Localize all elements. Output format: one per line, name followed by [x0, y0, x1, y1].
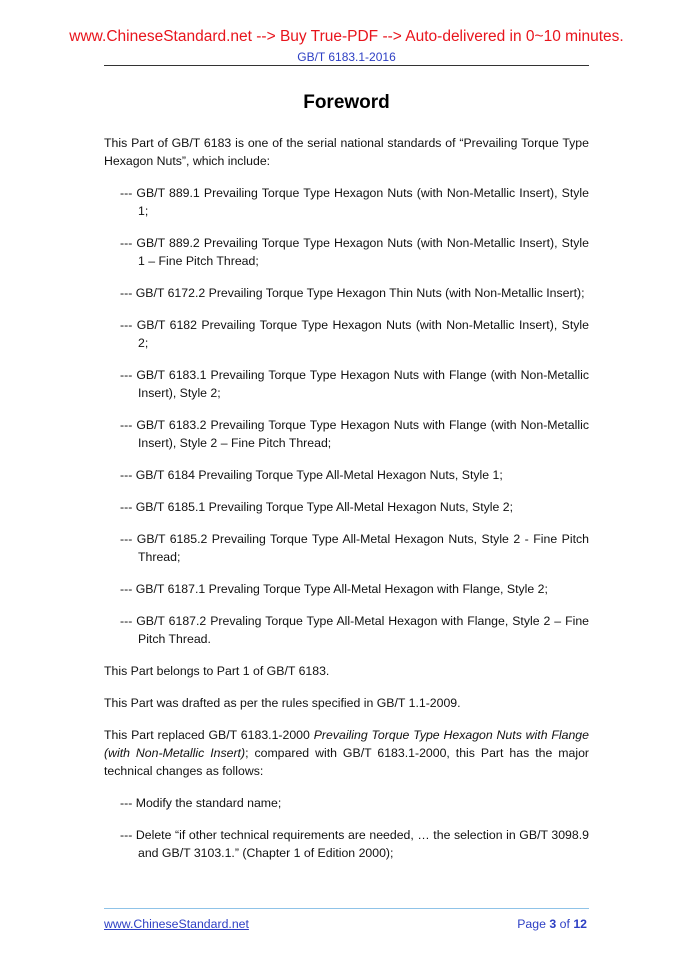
page-label: Page [517, 917, 546, 931]
replaced-text-after: ; compared with GB/T 6183.1-2000, this Part has the major technical changes as follows: [104, 746, 589, 778]
document-body [104, 134, 589, 876]
series-item-6182: --- GB/T 6182 Prevailing Torque Type Hexagon Nuts (with Non-Metallic Insert), Style 2; [120, 318, 589, 350]
page-total: 12 [573, 917, 587, 931]
series-item-6183-1: --- GB/T 6183.1 Prevailing Torque Type Hexagon Nuts with Flange (with Non-Metallic Insert), Style 2; [120, 368, 589, 400]
replaced-text-before: This Part replaced GB/T 6183.1-2000 [104, 728, 314, 742]
standard-code-header: GB/T 6183.1-2016 [297, 50, 396, 64]
intro-paragraph: This Part of GB/T 6183 is one of the serial national standards of “Prevailing Torque Type Hexagon Nuts”, which include: [104, 136, 589, 168]
footer-website-link[interactable]: www.ChineseStandard.net [104, 917, 249, 931]
series-item-6183-2: --- GB/T 6183.2 Prevailing Torque Type Hexagon Nuts with Flange (with Non-Metallic Insert), Style 2 – Fine Pitch Thread; [120, 418, 589, 450]
series-item-6187-2: --- GB/T 6187.2 Prevaling Torque Type All-Metal Hexagon with Flange, Style 2 – Fine Pitch Thread. [120, 614, 589, 646]
series-item-889-1: --- GB/T 889.1 Prevailing Torque Type Hexagon Nuts (with Non-Metallic Insert), Style 1; [120, 186, 589, 218]
page-current: 3 [549, 917, 557, 931]
series-item-6172-2: --- GB/T 6172.2 Prevailing Torque Type Hexagon Thin Nuts (with Non-Metallic Insert); [120, 286, 585, 300]
page-title: Foreword [303, 92, 390, 113]
part-belongs-paragraph: This Part belongs to Part 1 of GB/T 6183. [104, 664, 330, 678]
series-list [104, 184, 589, 648]
series-item-889-2: --- GB/T 889.2 Prevailing Torque Type Hexagon Nuts (with Non-Metallic Insert), Style 1 – Fine Pitch Thread; [120, 236, 589, 268]
series-item-6184: --- GB/T 6184 Prevailing Torque Type All-Metal Hexagon Nuts, Style 1; [120, 468, 503, 482]
change-item-delete: --- Delete “if other technical requirements are needed, … the selection in GB/T 3098.9 and GB/T 3103.1.” (Chapter 1 of Edition 2000); [120, 828, 589, 860]
drafted-paragraph: This Part was drafted as per the rules specified in GB/T 1.1-2009. [104, 696, 461, 710]
promo-banner[interactable]: www.ChineseStandard.net --> Buy True-PDF --> Auto-delivered in 0~10 minutes. [69, 28, 624, 45]
footer-divider [104, 908, 589, 909]
change-item-name: --- Modify the standard name; [120, 796, 282, 810]
series-item-6185-1: --- GB/T 6185.1 Prevailing Torque Type All-Metal Hexagon Nuts, Style 2; [120, 500, 514, 514]
page-of: of [559, 917, 570, 931]
series-item-6185-2: --- GB/T 6185.2 Prevailing Torque Type All-Metal Hexagon Nuts, Style 2 - Fine Pitch Thread; [120, 532, 589, 564]
series-item-6187-1: --- GB/T 6187.1 Prevaling Torque Type All-Metal Hexagon with Flange, Style 2; [120, 582, 548, 596]
replaced-paragraph [104, 726, 589, 780]
changes-list [104, 794, 589, 862]
header-divider [104, 65, 589, 66]
page-number [517, 916, 587, 932]
replaced-standard-title: Prevailing Torque Type Hexagon Nuts with Flange (with Non-Metallic Insert) [104, 728, 589, 760]
